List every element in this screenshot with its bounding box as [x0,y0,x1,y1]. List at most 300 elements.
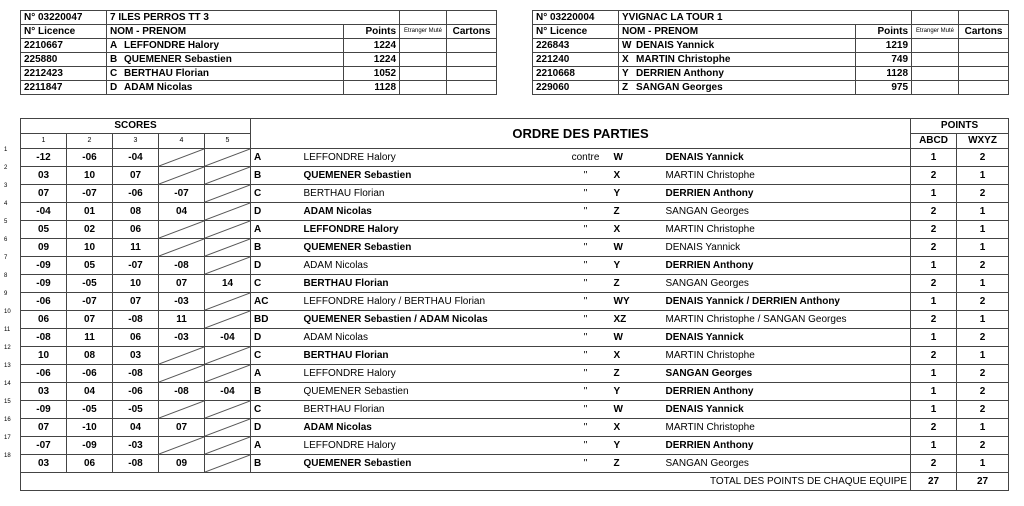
points-wxyz: 1 [957,221,1009,239]
wxyz-header: WXYZ [957,134,1009,149]
set-score-1: 03 [21,383,67,401]
set-score-2: -10 [67,419,113,437]
versus-label: " [561,311,611,329]
set-score-4 [159,167,205,185]
player-cards [959,81,1009,95]
game-row [21,293,1009,311]
player-cards [959,53,1009,67]
set-score-5 [205,167,251,185]
player-points: 1128 [856,67,912,81]
left-letter: A [251,149,301,167]
game-row [21,257,1009,275]
points-abcd: 2 [911,221,957,239]
versus-label: " [561,239,611,257]
right-player: DENAIS Yannick [663,329,911,347]
set-score-4 [159,365,205,383]
player-name: SANGAN Georges [636,82,723,93]
player-row [533,39,1009,53]
game-row [21,383,1009,401]
player-foreign [400,53,447,67]
set-score-4 [159,401,205,419]
right-player: MARTIN Christophe [663,419,911,437]
points-abcd: 1 [911,293,957,311]
player-name-cell [107,39,344,53]
player-foreign [912,53,959,67]
game-row [21,401,1009,419]
team-a-roster [20,10,497,95]
player-cards [447,39,497,53]
team-a-name: 7 ILES PERROS TT 3 [107,11,400,25]
right-player: DERRIEN Anthony [663,383,911,401]
left-player: ADAM Nicolas [301,419,561,437]
versus-label: " [561,293,611,311]
right-player: DENAIS Yannick [663,149,911,167]
set-score-5 [205,203,251,221]
set-score-4: -07 [159,185,205,203]
row-number: 1 [4,147,8,153]
points-header: Points [856,25,912,39]
player-name-cell [107,81,344,95]
licence-header: N° Licence [533,25,619,39]
game-row [21,455,1009,473]
set-score-3: -08 [113,365,159,383]
team-a-number: N° 03220047 [21,11,107,25]
game-row [21,311,1009,329]
left-letter: A [251,221,301,239]
set-score-2: 06 [67,455,113,473]
set-score-4: 07 [159,419,205,437]
row-number: 5 [4,219,8,225]
set-score-5 [205,455,251,473]
player-letter: D [110,82,118,93]
right-letter: Y [611,437,663,455]
player-points: 1052 [344,67,400,81]
player-cards [447,53,497,67]
set-score-1: 03 [21,455,67,473]
name-header: NOM - PRENOM [107,25,344,39]
set-score-4 [159,437,205,455]
points-wxyz: 1 [957,275,1009,293]
set-score-1: 06 [21,311,67,329]
abcd-header: ABCD [911,134,957,149]
game-row [21,347,1009,365]
player-points: 1224 [344,53,400,67]
set-score-3: -06 [113,185,159,203]
player-row [533,81,1009,95]
player-licence: 2210667 [21,39,107,53]
right-player: DENAIS Yannick [663,401,911,419]
set-score-1: 05 [21,221,67,239]
points-wxyz: 1 [957,311,1009,329]
set-score-4 [159,221,205,239]
player-cards [447,67,497,81]
right-letter: X [611,347,663,365]
left-letter: A [251,365,301,383]
cards-header: Cartons [959,25,1009,39]
set-score-5 [205,257,251,275]
player-points: 1224 [344,39,400,53]
set-score-1: -04 [21,203,67,221]
points-abcd: 1 [911,329,957,347]
left-letter: D [251,419,301,437]
game-row [21,437,1009,455]
set-score-4 [159,149,205,167]
row-number: 3 [4,183,8,189]
left-letter: B [251,383,301,401]
points-wxyz: 2 [957,185,1009,203]
row-number: 8 [4,273,8,279]
team-b-roster [532,10,1009,95]
game-row [21,185,1009,203]
left-player: QUEMENER Sebastien [301,455,561,473]
set-score-3: -07 [113,257,159,275]
points-wxyz: 2 [957,149,1009,167]
set-score-3: -06 [113,383,159,401]
set-score-5 [205,419,251,437]
right-letter: X [611,167,663,185]
left-letter: B [251,455,301,473]
set-score-1: 07 [21,185,67,203]
right-player: SANGAN Georges [663,275,911,293]
left-letter: A [251,437,301,455]
row-number: 17 [4,435,11,441]
left-player: LEFFONDRE Halory [301,437,561,455]
right-letter: Y [611,383,663,401]
points-abcd: 2 [911,239,957,257]
left-player: BERTHAU Florian [301,347,561,365]
set-score-2: -05 [67,275,113,293]
player-name: DERRIEN Anthony [636,68,724,79]
points-abcd: 1 [911,185,957,203]
row-number: 9 [4,291,8,297]
right-player: MARTIN Christophe / SANGAN Georges [663,311,911,329]
game-row [21,239,1009,257]
player-name-cell [619,39,856,53]
set-score-5 [205,437,251,455]
left-letter: D [251,257,301,275]
versus-label: " [561,455,611,473]
row-number: 15 [4,399,11,405]
team-b-name: YVIGNAC LA TOUR 1 [619,11,912,25]
right-player: DERRIEN Anthony [663,257,911,275]
versus-label: " [561,419,611,437]
points-wxyz: 1 [957,419,1009,437]
left-player: LEFFONDRE Halory [301,365,561,383]
set-score-3: 10 [113,275,159,293]
right-letter: W [611,149,663,167]
left-player: ADAM Nicolas [301,329,561,347]
set-score-1: -08 [21,329,67,347]
set-score-3: -08 [113,311,159,329]
left-letter: C [251,185,301,203]
player-row [533,53,1009,67]
set-score-5 [205,365,251,383]
player-row [21,53,497,67]
set-score-4: 04 [159,203,205,221]
points-wxyz: 2 [957,383,1009,401]
team-b-number: N° 03220004 [533,11,619,25]
set-score-5: 14 [205,275,251,293]
player-licence: 229060 [533,81,619,95]
right-letter: XZ [611,311,663,329]
row-number: 18 [4,453,11,459]
player-letter: C [110,68,118,79]
right-player: SANGAN Georges [663,455,911,473]
cards-header: Cartons [447,25,497,39]
row-number: 10 [4,309,11,315]
player-letter: A [110,40,118,51]
set-score-1: -09 [21,257,67,275]
game-row [21,329,1009,347]
points-wxyz: 1 [957,203,1009,221]
set-score-3: -03 [113,437,159,455]
row-number: 16 [4,417,11,423]
versus-label: " [561,185,611,203]
right-player: SANGAN Georges [663,365,911,383]
set-score-2: -06 [67,365,113,383]
right-player: DERRIEN Anthony [663,185,911,203]
total-abcd: 27 [911,473,957,491]
set-score-5 [205,185,251,203]
right-letter: WY [611,293,663,311]
left-player: QUEMENER Sebastien [301,167,561,185]
set-score-4: 11 [159,311,205,329]
set-score-4: -08 [159,383,205,401]
player-letter: Z [622,82,629,93]
set-score-1: 10 [21,347,67,365]
licence-header: N° Licence [21,25,107,39]
points-abcd: 2 [911,167,957,185]
left-player: LEFFONDRE Halory [301,221,561,239]
right-player: MARTIN Christophe [663,221,911,239]
order-header: ORDRE DES PARTIES [251,119,911,149]
set-score-5: -04 [205,329,251,347]
player-points: 1219 [856,39,912,53]
game-row [21,419,1009,437]
right-player: DENAIS Yannick / DERRIEN Anthony [663,293,911,311]
points-abcd: 2 [911,455,957,473]
left-letter: D [251,329,301,347]
row-number: 6 [4,237,8,243]
points-abcd: 1 [911,401,957,419]
left-player: LEFFONDRE Halory [301,149,561,167]
player-letter: Y [622,68,629,79]
player-licence: 225880 [21,53,107,67]
set-score-1: 09 [21,239,67,257]
player-name-cell [619,53,856,67]
set-score-3: -08 [113,455,159,473]
set-2-header: 2 [67,134,113,149]
player-points: 1128 [344,81,400,95]
set-score-1: 07 [21,419,67,437]
set-score-5 [205,239,251,257]
left-player: BERTHAU Florian [301,185,561,203]
right-letter: Y [611,185,663,203]
game-row [21,221,1009,239]
set-4-header: 4 [159,134,205,149]
right-letter: W [611,401,663,419]
right-player: SANGAN Georges [663,203,911,221]
player-cards [447,81,497,95]
set-score-5 [205,347,251,365]
set-score-3: 06 [113,329,159,347]
set-score-1: 03 [21,167,67,185]
set-score-2: -06 [67,149,113,167]
set-score-2: 10 [67,167,113,185]
right-player: MARTIN Christophe [663,347,911,365]
versus-label: contre [561,149,611,167]
set-5-header: 5 [205,134,251,149]
set-score-3: -05 [113,401,159,419]
set-score-2: 05 [67,257,113,275]
set-score-3: 07 [113,167,159,185]
points-abcd: 2 [911,203,957,221]
left-player: QUEMENER Sebastien [301,239,561,257]
set-score-2: 04 [67,383,113,401]
set-score-1: -07 [21,437,67,455]
left-player: QUEMENER Sebastien [301,383,561,401]
player-licence: 2210668 [533,67,619,81]
points-wxyz: 1 [957,347,1009,365]
right-letter: Z [611,275,663,293]
player-name: BERTHAU Florian [124,68,209,79]
player-licence: 2211847 [21,81,107,95]
game-row [21,275,1009,293]
right-letter: Z [611,455,663,473]
player-points: 975 [856,81,912,95]
set-score-2: -07 [67,185,113,203]
versus-label: " [561,167,611,185]
set-score-4: 07 [159,275,205,293]
versus-label: " [561,221,611,239]
foreign-header: Etranger Muté [912,25,959,39]
right-letter: Z [611,203,663,221]
game-row [21,149,1009,167]
points-abcd: 1 [911,365,957,383]
player-row [21,81,497,95]
player-licence: 2212423 [21,67,107,81]
points-wxyz: 2 [957,365,1009,383]
player-letter: B [110,54,118,65]
set-score-3: 03 [113,347,159,365]
points-abcd: 1 [911,257,957,275]
versus-label: " [561,275,611,293]
player-foreign [400,67,447,81]
set-score-4: -08 [159,257,205,275]
set-score-3: 11 [113,239,159,257]
points-wxyz: 1 [957,239,1009,257]
set-score-3: 06 [113,221,159,239]
set-score-2: 11 [67,329,113,347]
points-wxyz: 2 [957,329,1009,347]
left-player: LEFFONDRE Halory / BERTHAU Florian [301,293,561,311]
set-score-3: -04 [113,149,159,167]
set-score-5: -04 [205,383,251,401]
versus-label: " [561,401,611,419]
points-wxyz: 2 [957,293,1009,311]
row-number: 12 [4,345,11,351]
set-score-5 [205,401,251,419]
set-score-2: 08 [67,347,113,365]
set-score-1: -06 [21,293,67,311]
game-row [21,203,1009,221]
set-score-4: 09 [159,455,205,473]
points-abcd: 1 [911,149,957,167]
row-number: 2 [4,165,8,171]
set-score-4: -03 [159,293,205,311]
player-cards [959,39,1009,53]
player-name: ADAM Nicolas [124,82,193,93]
points-header: POINTS [911,119,1009,134]
player-points: 749 [856,53,912,67]
versus-label: " [561,257,611,275]
set-score-5 [205,293,251,311]
versus-label: " [561,365,611,383]
right-letter: W [611,239,663,257]
points-wxyz: 2 [957,437,1009,455]
points-abcd: 1 [911,383,957,401]
set-score-1: -09 [21,275,67,293]
left-player: ADAM Nicolas [301,257,561,275]
player-row [533,67,1009,81]
set-score-3: 07 [113,293,159,311]
points-abcd: 2 [911,311,957,329]
set-score-4 [159,239,205,257]
left-letter: C [251,275,301,293]
player-name: DENAIS Yannick [636,40,715,51]
set-score-5 [205,311,251,329]
left-player: BERTHAU Florian [301,275,561,293]
game-row [21,167,1009,185]
row-number: 13 [4,363,11,369]
left-player: ADAM Nicolas [301,203,561,221]
player-licence: 221240 [533,53,619,67]
left-player: BERTHAU Florian [301,401,561,419]
set-score-5 [205,149,251,167]
set-score-5 [205,221,251,239]
set-score-2: 07 [67,311,113,329]
right-player: MARTIN Christophe [663,167,911,185]
left-letter: BD [251,311,301,329]
player-cards [959,67,1009,81]
versus-label: " [561,329,611,347]
player-foreign [400,39,447,53]
row-number: 11 [4,327,11,333]
set-score-1: -09 [21,401,67,419]
left-letter: B [251,239,301,257]
set-score-3: 04 [113,419,159,437]
set-score-2: -05 [67,401,113,419]
points-abcd: 2 [911,275,957,293]
set-score-2: -09 [67,437,113,455]
row-number: 4 [4,201,8,207]
player-name-cell [619,67,856,81]
set-score-1: -12 [21,149,67,167]
set-score-2: 02 [67,221,113,239]
player-foreign [912,81,959,95]
left-letter: C [251,347,301,365]
set-1-header: 1 [21,134,67,149]
right-player: DENAIS Yannick [663,239,911,257]
game-row [21,365,1009,383]
player-row [21,67,497,81]
player-name-cell [619,81,856,95]
versus-label: " [561,437,611,455]
player-name-cell [107,53,344,67]
total-wxyz: 27 [957,473,1009,491]
right-letter: Y [611,257,663,275]
set-score-2: 10 [67,239,113,257]
